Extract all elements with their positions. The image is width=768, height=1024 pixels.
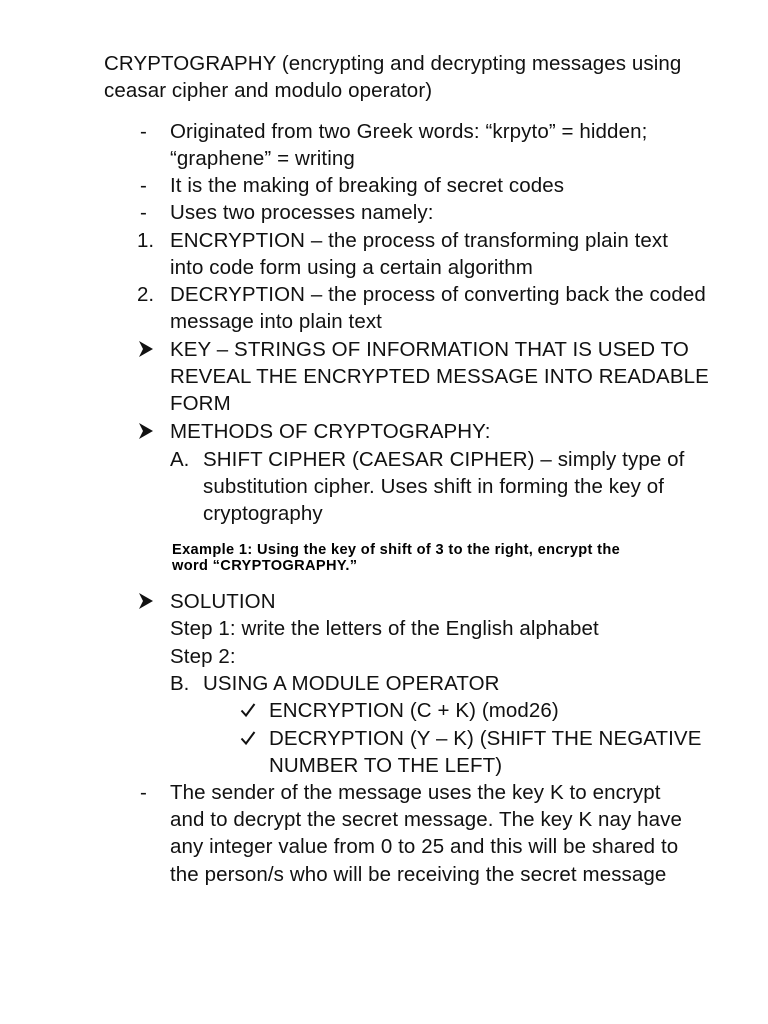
list-item-line: DECRYPTION – the process of converting back the coded: [170, 283, 706, 306]
check-item-line: DECRYPTION (Y – K) (SHIFT THE NEGATIVE: [269, 727, 702, 750]
check-item-line: NUMBER TO THE LEFT): [269, 754, 503, 777]
list-item-line: into code form using a certain algorithm: [170, 256, 533, 279]
list-item-line: substitution cipher. Uses shift in forming the key of: [203, 475, 665, 498]
list-item-line: Uses two processes namely:: [170, 201, 434, 224]
arrowhead-icon: [138, 340, 154, 358]
list-item-line: ENCRYPTION – the process of transforming plain text: [170, 229, 669, 252]
list-item-line: cryptography: [203, 502, 323, 525]
solution-step: Step 1: write the letters of the English alphabet: [170, 617, 599, 640]
dash-marker: -: [140, 120, 147, 143]
letter-marker: A.: [170, 448, 190, 471]
dash-marker: -: [140, 174, 147, 197]
dash-marker: -: [140, 781, 147, 804]
title-line-1: CRYPTOGRAPHY (encrypting and decrypting messages using: [104, 52, 682, 75]
checkmark-icon: [240, 730, 256, 746]
list-item-line: KEY – STRINGS OF INFORMATION THAT IS USED TO: [170, 338, 689, 361]
dash-marker: -: [140, 201, 147, 224]
example-heading-line-2: word “CRYPTOGRAPHY.”: [172, 558, 358, 574]
arrowhead-icon: [138, 592, 154, 610]
list-item-line: “graphene” = writing: [170, 147, 355, 170]
checkmark-icon: [240, 702, 256, 718]
number-marker: 1.: [137, 229, 155, 252]
example-heading-line-1: Example 1: Using the key of shift of 3 to the right, encrypt the: [172, 542, 621, 558]
closing-line: and to decrypt the secret message. The key K nay have: [170, 808, 683, 831]
list-item-line: message into plain text: [170, 310, 382, 333]
solution-label: SOLUTION: [170, 590, 276, 613]
letter-marker: B.: [170, 672, 190, 695]
closing-line: The sender of the message uses the key K to encrypt: [170, 781, 661, 804]
title-line-2: ceasar cipher and modulo operator): [104, 79, 433, 102]
list-item-line: FORM: [170, 392, 231, 415]
check-item-line: ENCRYPTION (C + K) (mod26): [269, 699, 559, 722]
list-item-line: SHIFT CIPHER (CAESAR CIPHER) – simply type of: [203, 448, 685, 471]
closing-line: any integer value from 0 to 25 and this will be shared to: [170, 835, 679, 858]
list-item-line: METHODS OF CRYPTOGRAPHY:: [170, 420, 491, 443]
sub-item-line: USING A MODULE OPERATOR: [203, 672, 500, 695]
list-item-line: It is the making of breaking of secret codes: [170, 174, 565, 197]
number-marker: 2.: [137, 283, 155, 306]
list-item-line: Originated from two Greek words: “krpyto” = hidden;: [170, 120, 648, 143]
list-item-line: REVEAL THE ENCRYPTED MESSAGE INTO READABLE: [170, 365, 709, 388]
closing-line: the person/s who will be receiving the secret message: [170, 863, 667, 886]
arrowhead-icon: [138, 422, 154, 440]
solution-step: Step 2:: [170, 645, 236, 668]
